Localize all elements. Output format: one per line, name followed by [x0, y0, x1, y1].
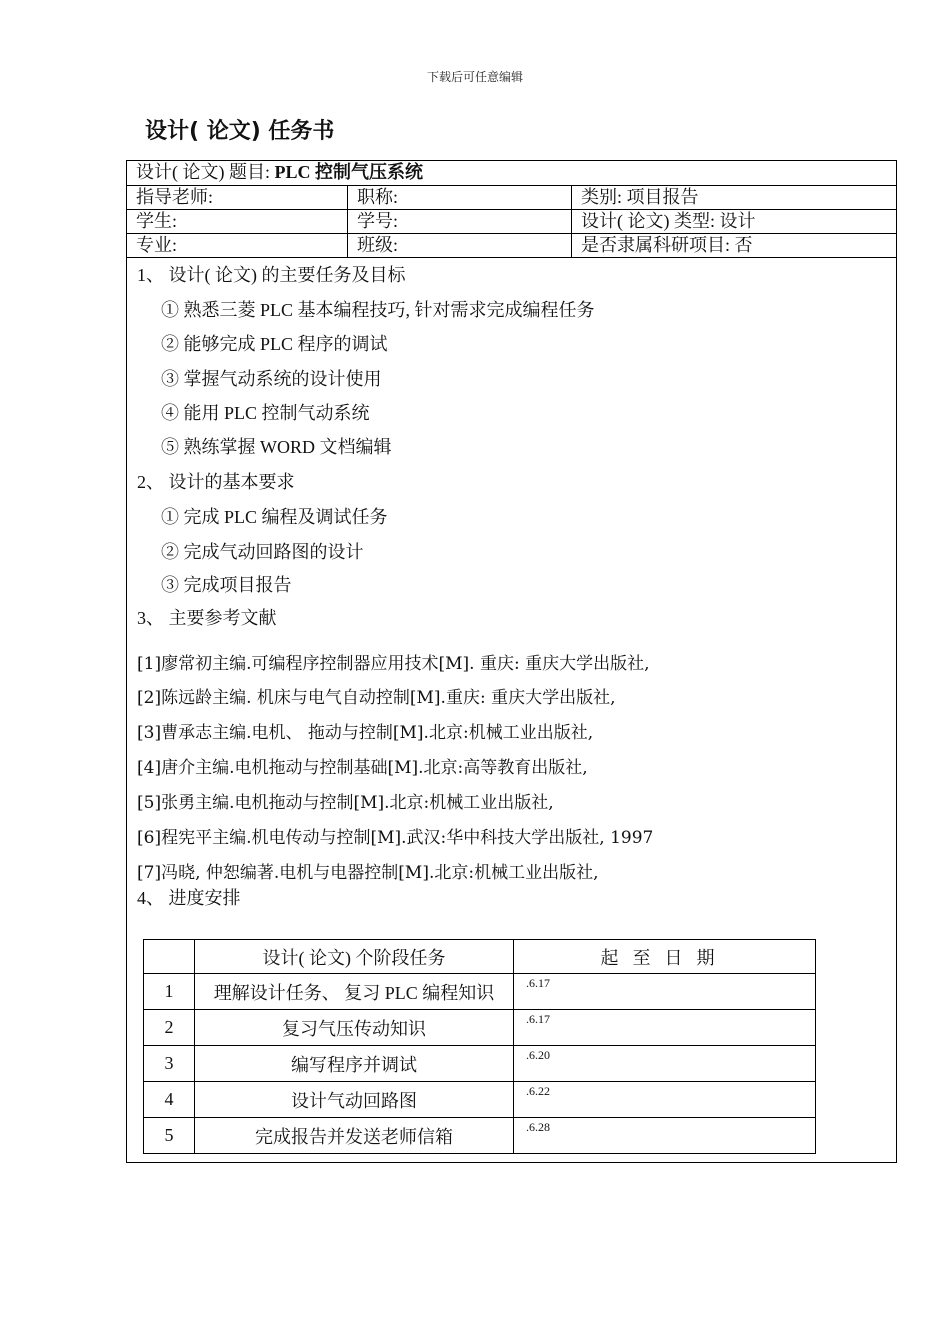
list-item: ⑤ 熟练掌握 WORD 文档编辑 [161, 437, 392, 457]
row-date: .6.17 [514, 974, 816, 1010]
reference-item: [6]程宪平主编.机电传动与控制[M].武汉:华中科技大学出版社, 1997 [137, 828, 654, 848]
list-item: ③ 完成项目报告 [161, 575, 292, 595]
title-field: 职称: [347, 186, 398, 209]
table-row [144, 1010, 816, 1046]
table-header-row [144, 940, 816, 974]
section2-heading: 2、 设计的基本要求 [137, 472, 295, 492]
row-date: .6.22 [514, 1082, 816, 1118]
info-row [127, 234, 896, 258]
table-row [144, 974, 816, 1010]
document-title: 设计( 论文) 任务书 [145, 119, 335, 144]
row-number: 5 [144, 1118, 195, 1154]
class-field: 班级: [347, 234, 398, 257]
row-task: 编写程序并调试 [195, 1046, 514, 1082]
topic-label: 设计( 论文) 题目: [136, 162, 275, 182]
thesis-type-field: 设计( 论文) 类型: 设计 [571, 210, 756, 233]
row-date: .6.28 [514, 1118, 816, 1154]
row-number: 3 [144, 1046, 195, 1082]
schedule-table [143, 939, 816, 1154]
research-project-field: 是否隶属科研项目: 否 [571, 234, 753, 257]
date-column-header: 起至日期 [514, 940, 816, 974]
section4-heading: 4、 进度安排 [137, 888, 241, 908]
list-item: ② 能够完成 PLC 程序的调试 [161, 334, 388, 354]
table-row [144, 1118, 816, 1154]
student-id-field: 学号: [347, 210, 398, 233]
table-row [144, 1082, 816, 1118]
reference-item: [2]陈远龄主编. 机床与电气自动控制[M].重庆: 重庆大学出版社, [137, 688, 616, 708]
list-item: ① 熟悉三菱 PLC 基本编程技巧, 针对需求完成编程任务 [161, 300, 595, 320]
header-note: 下载后可任意编辑 [426, 70, 523, 84]
reference-item: [3]曹承志主编.电机、 拖动与控制[M].北京:机械工业出版社, [137, 723, 594, 743]
topic-row [127, 161, 896, 186]
student-field: 学生: [136, 211, 178, 231]
advisor-field: 指导老师: [136, 187, 214, 207]
row-task: 完成报告并发送老师信箱 [195, 1118, 514, 1154]
list-item: ② 完成气动回路图的设计 [161, 542, 364, 562]
major-field: 专业: [136, 235, 178, 255]
list-item: ④ 能用 PLC 控制气动系统 [161, 403, 370, 423]
task-form [126, 160, 897, 1163]
task-column-header: 设计( 论文) 个阶段任务 [195, 940, 514, 974]
category-field: 类别: 项目报告 [571, 186, 699, 209]
reference-item: [5]张勇主编.电机拖动与控制[M].北京:机械工业出版社, [137, 793, 554, 813]
reference-item: [4]唐介主编.电机拖动与控制基础[M].北京:高等教育出版社, [137, 758, 588, 778]
row-task: 理解设计任务、 复习 PLC 编程知识 [195, 974, 514, 1010]
reference-item: [7]冯晓, 仲恕编著.电机与电器控制[M].北京:机械工业出版社, [137, 863, 599, 883]
topic-value: PLC 控制气压系统 [274, 162, 423, 182]
row-date: .6.17 [514, 1010, 816, 1046]
row-date: .6.20 [514, 1046, 816, 1082]
section1-heading: 1、 设计( 论文) 的主要任务及目标 [137, 265, 406, 285]
row-number: 4 [144, 1082, 195, 1118]
list-item: ③ 掌握气动系统的设计使用 [161, 369, 382, 389]
reference-item: [1]廖常初主编.可编程序控制器应用技术[M]. 重庆: 重庆大学出版社, [137, 654, 650, 674]
row-task: 复习气压传动知识 [195, 1010, 514, 1046]
table-row [144, 1046, 816, 1082]
info-row [127, 186, 896, 210]
section3-heading: 3、 主要参考文献 [137, 608, 277, 628]
info-row [127, 210, 896, 234]
row-number: 2 [144, 1010, 195, 1046]
list-item: ① 完成 PLC 编程及调试任务 [161, 507, 388, 527]
row-task: 设计气动回路图 [195, 1082, 514, 1118]
row-number: 1 [144, 974, 195, 1010]
